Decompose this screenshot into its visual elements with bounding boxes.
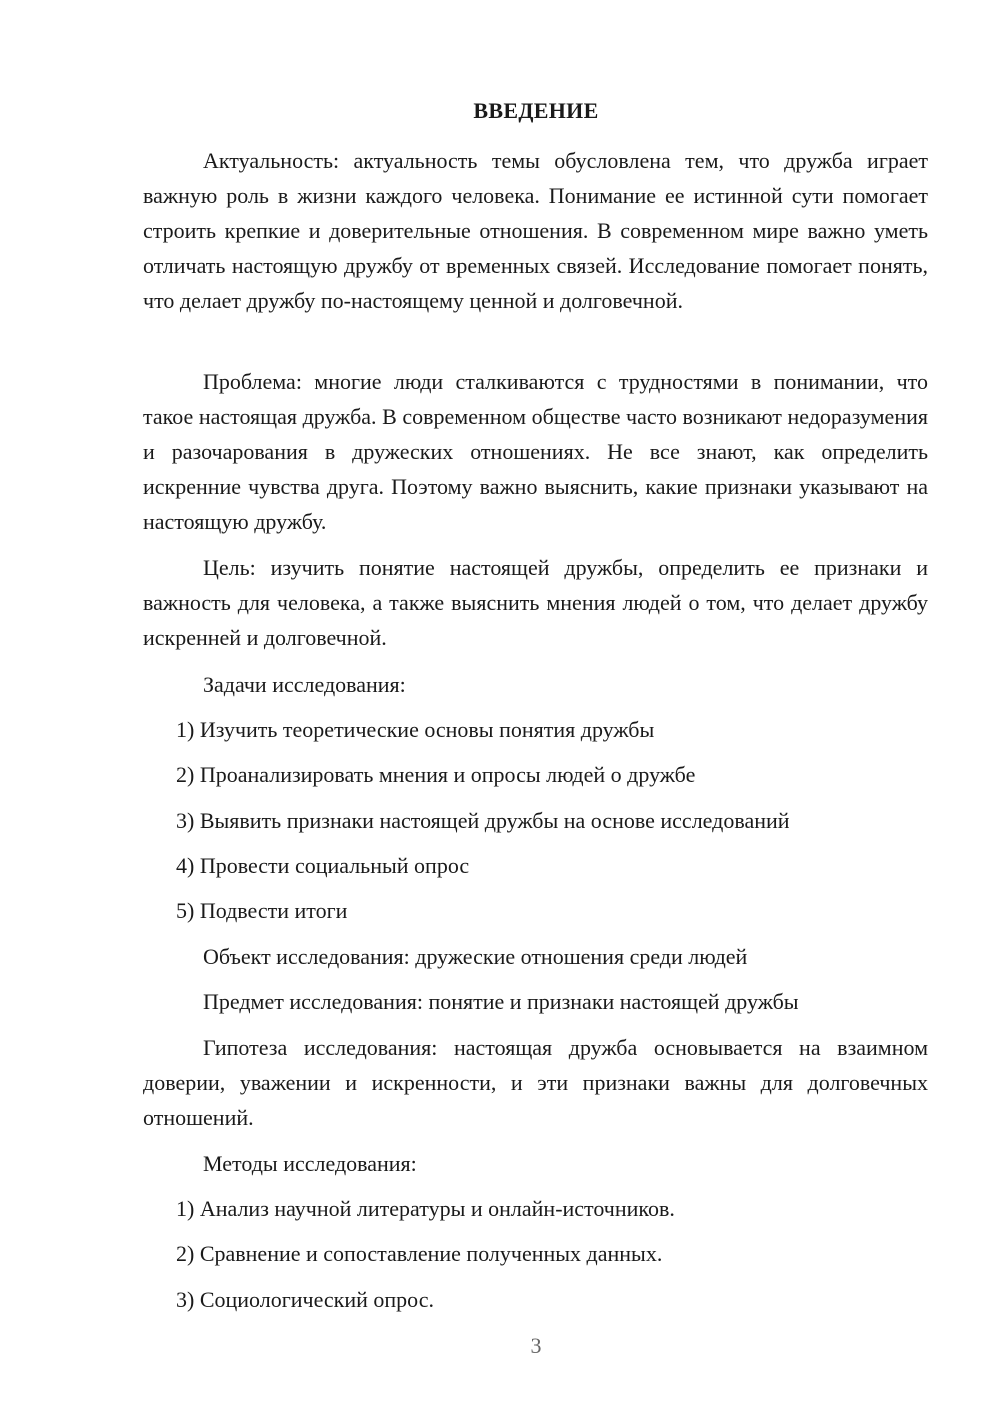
- method-item: 2) Сравнение и сопоставление полученных данных.: [176, 1241, 663, 1266]
- methods-heading: Методы исследования:: [203, 1151, 417, 1176]
- relevance-paragraph: Актуальность: актуальность темы обусловлена тем, что дружба играет важную роль в жизни каждого человека. Понимание ее истинной сути помогает строить крепкие и доверительные отношения. В современном мире важно уметь отличать настоящую дружбу от временных связей. Исследование помогает понять, что делает дружбу по-настоящему ценной и долговечной.: [143, 148, 928, 313]
- problem-paragraph-block: [143, 364, 928, 539]
- method-item-block: [143, 1236, 928, 1271]
- task-item-block: [143, 757, 928, 792]
- tasks-heading-block: [143, 667, 928, 702]
- task-item: 1) Изучить теоретические основы понятия дружбы: [176, 717, 655, 742]
- method-item: 3) Социологический опрос.: [176, 1287, 434, 1312]
- task-item: 4) Провести социальный опрос: [176, 853, 470, 878]
- task-item-block: [143, 848, 928, 883]
- research-object: Объект исследования: дружеские отношения среди людей: [203, 944, 748, 969]
- subject-block: [143, 984, 928, 1019]
- task-item: 2) Проанализировать мнения и опросы людей о дружбе: [176, 762, 696, 787]
- method-item-block: [143, 1191, 928, 1226]
- methods-heading-block: [143, 1146, 928, 1181]
- goal-paragraph: Цель: изучить понятие настоящей дружбы, определить ее признаки и важность для человека, а также выяснить мнения людей о том, что делает дружбу искренней и долговечной.: [143, 555, 928, 650]
- task-item-block: [143, 712, 928, 747]
- task-item: 5) Подвести итоги: [176, 898, 348, 923]
- object-block: [143, 939, 928, 974]
- goal-paragraph-block: [143, 550, 928, 655]
- hypothesis-paragraph: Гипотеза исследования: настоящая дружба основывается на взаимном доверии, уважении и искренности, и эти признаки важны для долговечных отношений.: [143, 1035, 928, 1130]
- problem-paragraph: Проблема: многие люди сталкиваются с трудностями в понимании, что такое настоящая дружба. В современном обществе часто возникают недоразумения и разочарования в дружеских отношениях. Не все знают, как определить искренние чувства друга. Поэтому важно выяснить, какие признаки указывают на настоящую дружбу.: [143, 369, 928, 534]
- method-item-block: [143, 1282, 928, 1317]
- method-item: 1) Анализ научной литературы и онлайн-источников.: [176, 1196, 675, 1221]
- page-number: 3: [530, 1333, 542, 1358]
- task-item-block: [143, 893, 928, 928]
- tasks-heading: Задачи исследования:: [203, 672, 406, 697]
- hypothesis-paragraph-block: [143, 1030, 928, 1135]
- research-subject: Предмет исследования: понятие и признаки настоящей дружбы: [203, 989, 799, 1014]
- task-item-block: [143, 803, 928, 838]
- task-item: 3) Выявить признаки настоящей дружбы на основе исследований: [176, 808, 790, 833]
- relevance-paragraph-block: [143, 143, 928, 318]
- section-title: ВВЕДЕНИЕ: [473, 98, 599, 123]
